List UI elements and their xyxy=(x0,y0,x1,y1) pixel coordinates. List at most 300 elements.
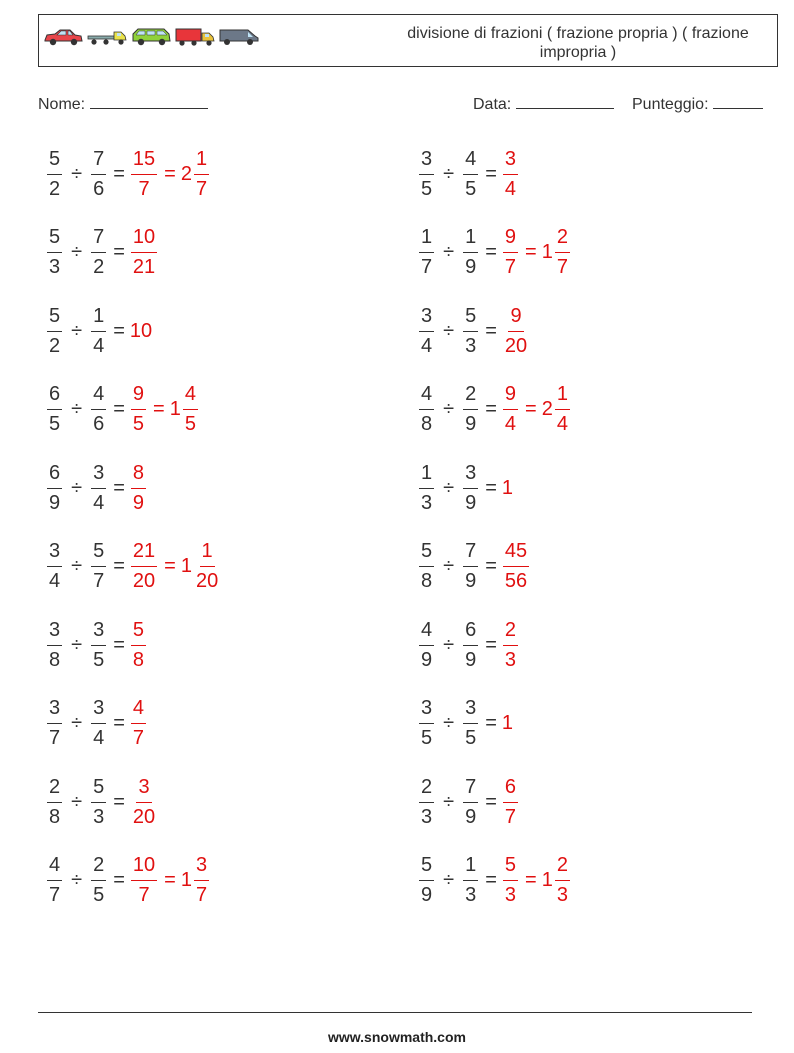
denominator: 5 xyxy=(132,413,145,435)
numerator: 1 xyxy=(555,382,570,410)
numerator: 1 xyxy=(194,147,209,175)
denominator: 3 xyxy=(93,805,105,828)
denominator: 8 xyxy=(421,413,433,435)
score-blank xyxy=(713,93,763,109)
denominator: 8 xyxy=(49,805,61,828)
dividend-fraction xyxy=(419,382,434,437)
division-sign: ÷ xyxy=(71,162,83,185)
denominator: 8 xyxy=(421,570,433,592)
denominator: 4 xyxy=(504,177,517,200)
name-field xyxy=(38,93,208,114)
problem-7 xyxy=(46,378,199,442)
numerator: 9 xyxy=(503,382,518,410)
dividend-fraction xyxy=(47,775,62,830)
numerator: 4 xyxy=(463,147,478,175)
mixed-whole-part: 1 xyxy=(180,555,192,577)
numerator: 9 xyxy=(508,304,523,332)
divisor-fraction xyxy=(91,225,106,280)
equals-sign: = xyxy=(525,241,537,263)
answer xyxy=(130,461,147,516)
equals-sign: = xyxy=(485,319,497,342)
numerator: 2 xyxy=(91,853,106,881)
equals-sign: = xyxy=(485,869,497,891)
answer xyxy=(130,853,210,908)
mixed-fraction-part xyxy=(555,853,570,908)
problem-18 xyxy=(418,770,519,834)
problem-19 xyxy=(46,849,210,913)
date-field xyxy=(473,93,614,114)
numerator: 7 xyxy=(91,147,106,175)
equals-sign: = xyxy=(153,398,165,420)
name-blank xyxy=(90,93,208,109)
answer-fraction xyxy=(131,853,157,908)
equals-sign: = xyxy=(485,241,497,263)
denominator: 56 xyxy=(504,570,528,592)
answer-fraction xyxy=(131,618,146,673)
division-sign: ÷ xyxy=(443,555,455,577)
numerator: 4 xyxy=(419,618,434,646)
divisor-fraction xyxy=(463,147,478,202)
score-label: Punteggio: xyxy=(632,96,709,113)
denominator: 21 xyxy=(132,256,156,278)
answer-fraction xyxy=(503,225,518,280)
numerator: 3 xyxy=(463,696,478,724)
dividend-fraction xyxy=(47,539,62,594)
numerator: 3 xyxy=(91,461,106,489)
denominator: 4 xyxy=(93,727,105,749)
numerator: 1 xyxy=(419,461,434,489)
dividend-fraction xyxy=(419,225,434,280)
mixed-whole-part: 1 xyxy=(180,869,192,891)
denominator: 4 xyxy=(49,570,61,592)
mixed-whole-part: 1 xyxy=(541,241,553,263)
denominator: 4 xyxy=(93,491,105,514)
denominator: 7 xyxy=(421,256,433,278)
equals-sign: = xyxy=(164,162,176,185)
numerator: 6 xyxy=(47,461,62,489)
answer xyxy=(502,853,571,908)
footer-divider xyxy=(38,1012,752,1013)
divisor-fraction xyxy=(91,539,106,594)
division-sign: ÷ xyxy=(443,712,455,734)
equals-sign: = xyxy=(485,162,497,185)
answer xyxy=(130,382,199,437)
division-sign: ÷ xyxy=(443,869,455,891)
mixed-fraction-part xyxy=(555,382,570,437)
numerator: 5 xyxy=(131,618,146,646)
numerator: 3 xyxy=(419,696,434,724)
equals-sign: = xyxy=(485,790,497,813)
dividend-fraction xyxy=(419,618,434,673)
denominator: 9 xyxy=(465,413,477,435)
problem-4 xyxy=(418,221,571,285)
numerator: 6 xyxy=(463,618,478,646)
equals-sign: = xyxy=(113,476,125,499)
answer xyxy=(502,382,571,437)
denominator: 7 xyxy=(49,727,61,749)
answer-fraction xyxy=(131,539,157,594)
answer-fraction xyxy=(503,147,518,202)
numerator: 9 xyxy=(131,382,146,410)
equals-sign: = xyxy=(113,162,125,185)
worksheet-header xyxy=(38,14,778,67)
denominator: 7 xyxy=(138,177,150,200)
denominator: 5 xyxy=(421,727,433,749)
denominator: 9 xyxy=(465,648,477,671)
red-car-icon xyxy=(42,27,84,47)
denominator: 9 xyxy=(465,805,477,828)
numerator: 1 xyxy=(463,225,478,253)
equals-sign: = xyxy=(485,712,497,734)
denominator: 8 xyxy=(49,648,61,671)
division-sign: ÷ xyxy=(71,712,83,734)
numerator: 5 xyxy=(419,539,434,567)
numerator: 3 xyxy=(136,775,151,803)
division-sign: ÷ xyxy=(71,790,83,813)
divisor-fraction xyxy=(463,539,478,594)
divisor-fraction xyxy=(463,225,478,280)
mixed-whole-part: 1 xyxy=(541,869,553,891)
answer-fraction xyxy=(131,147,157,202)
denominator: 20 xyxy=(195,570,219,592)
numerator: 4 xyxy=(47,853,62,881)
numerator: 7 xyxy=(91,225,106,253)
problem-5 xyxy=(46,299,153,363)
mixed-fraction-part xyxy=(194,147,209,202)
equals-sign: = xyxy=(525,398,537,420)
denominator: 4 xyxy=(421,334,433,357)
dividend-fraction xyxy=(419,696,434,751)
answer-fraction xyxy=(503,382,518,437)
denominator: 9 xyxy=(132,491,145,514)
problem-2 xyxy=(418,142,519,206)
numerator: 3 xyxy=(194,853,209,881)
mixed-fraction-part xyxy=(194,853,209,908)
problem-12 xyxy=(418,535,530,599)
denominator: 9 xyxy=(49,491,61,514)
denominator: 9 xyxy=(465,256,477,278)
dividend-fraction xyxy=(419,461,434,516)
answer xyxy=(130,225,158,280)
denominator: 5 xyxy=(421,177,433,200)
denominator: 5 xyxy=(184,413,196,435)
answer-fraction xyxy=(503,539,529,594)
numerator: 21 xyxy=(131,539,157,567)
divisor-fraction xyxy=(463,775,478,830)
denominator: 9 xyxy=(465,570,477,592)
divisor-fraction xyxy=(463,696,478,751)
flatbed-truck-icon xyxy=(86,27,128,47)
dividend-fraction xyxy=(419,147,434,202)
date-blank xyxy=(516,93,614,109)
answer-whole-number: 1 xyxy=(501,712,514,734)
divisor-fraction xyxy=(463,618,478,673)
numerator: 5 xyxy=(91,539,106,567)
divisor-fraction xyxy=(91,853,106,908)
numerator: 4 xyxy=(419,382,434,410)
denominator: 4 xyxy=(504,413,517,435)
equals-sign: = xyxy=(113,790,125,813)
equals-sign: = xyxy=(113,869,125,891)
name-label: Nome: xyxy=(38,96,86,113)
denominator: 6 xyxy=(93,177,105,200)
numerator: 5 xyxy=(503,853,518,881)
denominator: 3 xyxy=(504,884,517,906)
divisor-fraction xyxy=(463,304,478,359)
division-sign: ÷ xyxy=(443,633,455,656)
divisor-fraction xyxy=(91,382,106,437)
denominator: 5 xyxy=(93,648,105,671)
answer xyxy=(130,539,221,594)
answer xyxy=(502,147,519,202)
numerator: 1 xyxy=(200,539,215,567)
denominator: 7 xyxy=(195,884,208,906)
green-minivan-icon xyxy=(130,27,172,47)
answer xyxy=(130,618,147,673)
footer-url: www.snowmath.com xyxy=(328,1029,466,1045)
denominator: 7 xyxy=(132,727,145,749)
mixed-fraction-part xyxy=(194,539,220,594)
numerator: 3 xyxy=(463,461,478,489)
denominator: 5 xyxy=(49,413,61,435)
answer-fraction xyxy=(131,775,157,830)
numerator: 3 xyxy=(91,618,106,646)
dividend-fraction xyxy=(47,853,62,908)
equals-sign: = xyxy=(113,633,125,656)
equals-sign: = xyxy=(113,555,125,577)
numerator: 2 xyxy=(419,775,434,803)
dividend-fraction xyxy=(47,382,62,437)
denominator: 7 xyxy=(556,256,568,278)
dividend-fraction xyxy=(47,618,62,673)
denominator: 2 xyxy=(49,177,61,200)
problem-10 xyxy=(418,456,514,520)
answer xyxy=(130,320,153,343)
division-sign: ÷ xyxy=(443,790,455,813)
numerator: 5 xyxy=(419,853,434,881)
numerator: 2 xyxy=(555,225,570,253)
numerator: 5 xyxy=(47,225,62,253)
divisor-fraction xyxy=(463,461,478,516)
red-lorry-icon xyxy=(174,27,216,47)
answer xyxy=(502,304,530,359)
denominator: 9 xyxy=(465,491,477,514)
division-sign: ÷ xyxy=(71,241,83,263)
division-sign: ÷ xyxy=(71,476,83,499)
answer xyxy=(502,775,519,830)
answer xyxy=(502,225,571,280)
answer-fraction xyxy=(131,225,157,280)
divisor-fraction xyxy=(91,304,106,359)
denominator: 5 xyxy=(465,727,477,749)
problem-1 xyxy=(46,142,210,206)
mixed-whole-part: 2 xyxy=(541,398,553,420)
divisor-fraction xyxy=(91,618,106,673)
equals-sign: = xyxy=(525,869,537,891)
problem-11 xyxy=(46,535,221,599)
answer-whole-number: 10 xyxy=(129,319,153,342)
denominator: 2 xyxy=(93,256,105,278)
division-sign: ÷ xyxy=(443,162,455,185)
division-sign: ÷ xyxy=(443,476,455,499)
dividend-fraction xyxy=(419,539,434,594)
dividend-fraction xyxy=(47,461,62,516)
dividend-fraction xyxy=(419,853,434,908)
denominator: 3 xyxy=(421,805,433,828)
division-sign: ÷ xyxy=(71,398,83,420)
numerator: 9 xyxy=(503,225,518,253)
divisor-fraction xyxy=(91,461,106,516)
denominator: 7 xyxy=(138,884,150,906)
numerator: 3 xyxy=(419,304,434,332)
dividend-fraction xyxy=(419,304,434,359)
equals-sign: = xyxy=(164,869,176,891)
answer xyxy=(502,539,530,594)
numerator: 3 xyxy=(503,147,518,175)
numerator: 3 xyxy=(419,147,434,175)
denominator: 7 xyxy=(49,884,61,906)
numerator: 4 xyxy=(91,382,106,410)
problem-9 xyxy=(46,456,147,520)
division-sign: ÷ xyxy=(443,319,455,342)
answer xyxy=(502,712,514,735)
equals-sign: = xyxy=(485,555,497,577)
grey-van-icon xyxy=(218,27,260,47)
problem-8 xyxy=(418,378,571,442)
numerator: 7 xyxy=(463,775,478,803)
denominator: 4 xyxy=(556,413,568,435)
numerator: 1 xyxy=(91,304,106,332)
numerator: 15 xyxy=(131,147,157,175)
divisor-fraction xyxy=(91,147,106,202)
numerator: 10 xyxy=(131,853,157,881)
division-sign: ÷ xyxy=(71,555,83,577)
dividend-fraction xyxy=(47,147,62,202)
answer-fraction xyxy=(131,382,146,437)
denominator: 6 xyxy=(93,413,105,435)
divisor-fraction xyxy=(91,696,106,751)
denominator: 5 xyxy=(93,884,105,906)
denominator: 8 xyxy=(132,648,145,671)
problem-17 xyxy=(46,770,158,834)
division-sign: ÷ xyxy=(71,319,83,342)
answer-fraction xyxy=(503,304,529,359)
division-sign: ÷ xyxy=(71,869,83,891)
equals-sign: = xyxy=(485,633,497,656)
denominator: 9 xyxy=(421,648,433,671)
numerator: 5 xyxy=(47,147,62,175)
mixed-whole-part: 2 xyxy=(180,162,192,185)
numerator: 2 xyxy=(503,618,518,646)
numerator: 3 xyxy=(47,696,62,724)
denominator: 7 xyxy=(93,570,105,592)
denominator: 9 xyxy=(421,884,433,906)
equals-sign: = xyxy=(113,398,125,420)
numerator: 1 xyxy=(463,853,478,881)
denominator: 7 xyxy=(195,177,208,200)
division-sign: ÷ xyxy=(71,633,83,656)
vehicle-icons xyxy=(42,27,260,47)
answer xyxy=(130,147,210,202)
answer xyxy=(130,775,158,830)
denominator: 20 xyxy=(132,570,156,592)
problem-6 xyxy=(418,299,530,363)
equals-sign: = xyxy=(485,398,497,420)
equals-sign: = xyxy=(164,555,176,577)
dividend-fraction xyxy=(47,225,62,280)
answer-fraction xyxy=(131,461,146,516)
divisor-fraction xyxy=(91,775,106,830)
numerator: 8 xyxy=(131,461,146,489)
numerator: 45 xyxy=(503,539,529,567)
dividend-fraction xyxy=(47,304,62,359)
answer xyxy=(502,618,519,673)
numerator: 2 xyxy=(463,382,478,410)
equals-sign: = xyxy=(113,241,125,263)
equals-sign: = xyxy=(113,319,125,342)
problem-15 xyxy=(46,692,147,756)
denominator: 3 xyxy=(556,884,568,906)
answer-whole-number: 1 xyxy=(501,476,514,499)
mixed-fraction-part xyxy=(555,225,570,280)
worksheet-title: divisione di frazioni ( frazione propria ) ( frazione impropria ) xyxy=(407,25,749,61)
answer-fraction xyxy=(503,853,518,908)
denominator: 7 xyxy=(504,805,517,828)
numerator: 5 xyxy=(91,775,106,803)
answer xyxy=(130,696,147,751)
numerator: 5 xyxy=(47,304,62,332)
numerator: 1 xyxy=(419,225,434,253)
denominator: 7 xyxy=(504,256,517,278)
problem-16 xyxy=(418,692,514,756)
problem-13 xyxy=(46,613,147,677)
denominator: 3 xyxy=(465,884,477,906)
problem-20 xyxy=(418,849,571,913)
denominator: 2 xyxy=(49,334,61,357)
numerator: 4 xyxy=(131,696,146,724)
numerator: 7 xyxy=(463,539,478,567)
mixed-whole-part: 1 xyxy=(169,398,181,420)
answer xyxy=(502,477,514,500)
numerator: 2 xyxy=(555,853,570,881)
numerator: 4 xyxy=(183,382,198,410)
equals-sign: = xyxy=(485,476,497,499)
answer-fraction xyxy=(131,696,146,751)
numerator: 3 xyxy=(47,539,62,567)
date-label: Data: xyxy=(473,96,512,113)
divisor-fraction xyxy=(463,853,478,908)
denominator: 20 xyxy=(504,334,528,357)
division-sign: ÷ xyxy=(443,241,455,263)
numerator: 3 xyxy=(91,696,106,724)
denominator: 5 xyxy=(465,177,477,200)
denominator: 20 xyxy=(132,805,156,828)
divisor-fraction xyxy=(463,382,478,437)
problem-3 xyxy=(46,221,158,285)
numerator: 6 xyxy=(47,382,62,410)
mixed-fraction-part xyxy=(183,382,198,437)
numerator: 10 xyxy=(131,225,157,253)
equals-sign: = xyxy=(113,712,125,734)
dividend-fraction xyxy=(419,775,434,830)
denominator: 3 xyxy=(49,256,61,278)
numerator: 2 xyxy=(47,775,62,803)
denominator: 3 xyxy=(421,491,433,514)
numerator: 5 xyxy=(463,304,478,332)
numerator: 3 xyxy=(47,618,62,646)
numerator: 6 xyxy=(503,775,518,803)
answer-fraction xyxy=(503,775,518,830)
